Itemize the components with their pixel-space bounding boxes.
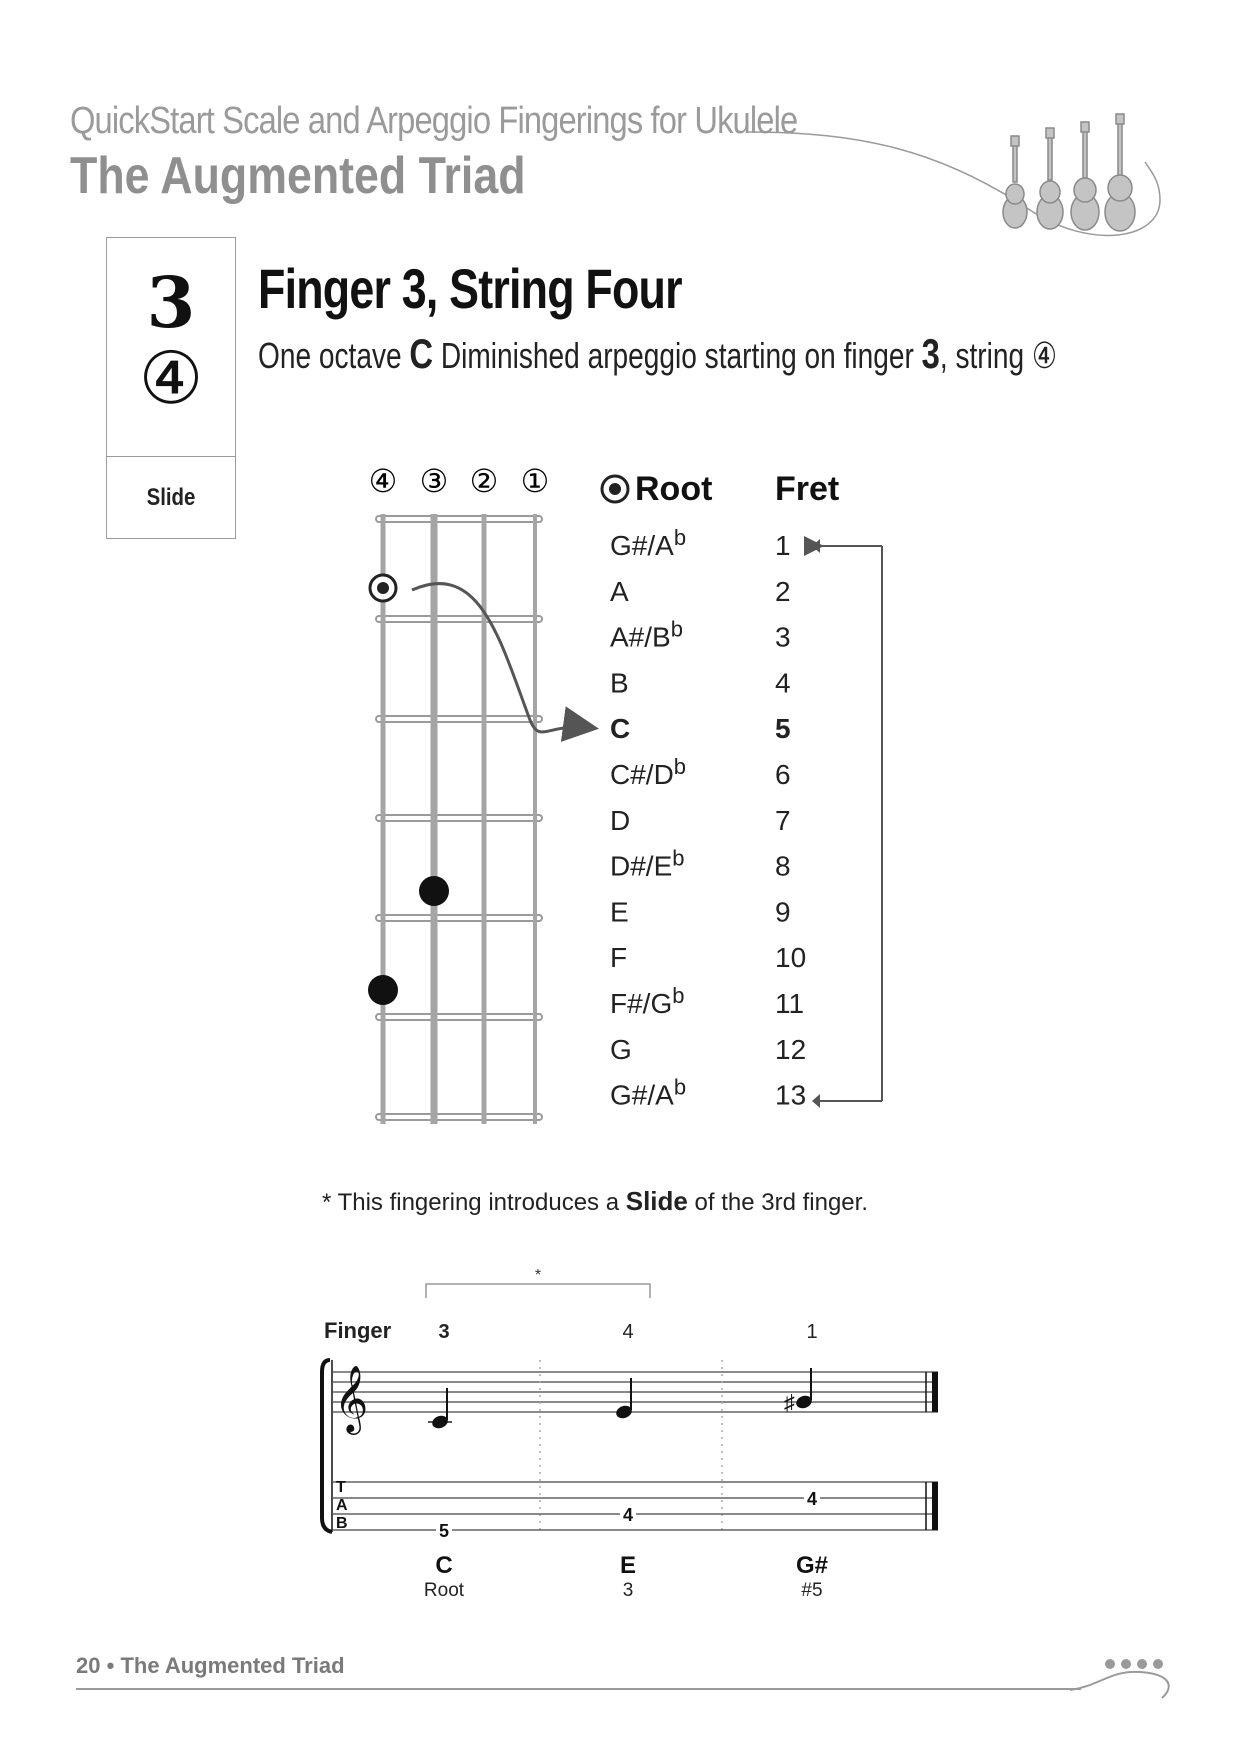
root-marker xyxy=(370,575,396,601)
fret-line xyxy=(376,616,542,622)
chapter-title: The Augmented Triad xyxy=(70,147,526,205)
note-name-text: G#/A xyxy=(610,1079,674,1111)
fret-number: 10 xyxy=(775,942,807,974)
root-header: Root xyxy=(635,470,713,508)
finger-number: 3 xyxy=(146,261,196,344)
footnote-text: * This fingering introduces a xyxy=(322,1189,626,1216)
fret-number: 7 xyxy=(775,804,791,836)
note-name-text: G#/A xyxy=(610,530,674,561)
string-label-2: ② xyxy=(469,463,499,499)
system-bracket xyxy=(322,1360,332,1532)
series-title: QuickStart Scale and Arpeggio Fingerings for Ukulele xyxy=(70,100,798,142)
tab-letter-t: T xyxy=(336,1479,346,1496)
string-label-3: ③ xyxy=(419,463,449,499)
fretboard-diagram xyxy=(350,460,910,1140)
flat-superscript: b xyxy=(670,616,683,642)
footnote-text: of the 3rd finger. xyxy=(687,1189,868,1216)
fret-line xyxy=(376,1114,542,1120)
note-name-row xyxy=(610,576,629,607)
final-barline xyxy=(932,1372,938,1412)
note-name-3: G# xyxy=(795,1552,829,1579)
note-name-1: C xyxy=(435,1552,453,1579)
staff-note-c xyxy=(428,1388,452,1430)
finger-row-label: Finger xyxy=(324,1318,392,1343)
note-name-row xyxy=(610,713,630,744)
note-name-text: F xyxy=(610,942,628,974)
fret-number: 2 xyxy=(775,575,791,607)
subheading-finger: 3 xyxy=(921,330,940,377)
slide-footnote xyxy=(322,1186,868,1217)
flat-superscript: b xyxy=(673,1074,687,1100)
fret-number: 8 xyxy=(775,850,791,882)
root-legend-icon xyxy=(602,476,628,502)
note-name-row xyxy=(610,667,629,698)
tab-number-2: 4 xyxy=(622,1505,634,1525)
note-name-text: C#/D xyxy=(610,759,674,790)
degree-3: #5 xyxy=(801,1580,823,1601)
notation-system xyxy=(310,1260,950,1610)
flat-superscript: b xyxy=(673,754,687,779)
note-name-row xyxy=(610,754,686,790)
footnote-bold: Slide xyxy=(625,1186,688,1216)
string-label-1: ① xyxy=(520,463,550,499)
fret-line xyxy=(376,915,542,921)
note-name-text: E xyxy=(610,896,629,928)
footer-chapter: The Augmented Triad xyxy=(120,1653,345,1678)
fret-number: 12 xyxy=(775,1033,807,1065)
bracket-arrow-top xyxy=(812,539,820,553)
finger-dot xyxy=(419,876,449,906)
fret-line xyxy=(376,1014,542,1020)
fret-number: 9 xyxy=(775,896,791,928)
subheading-string: ④ xyxy=(1031,336,1058,377)
footer-rule xyxy=(76,1688,1081,1690)
fret-line xyxy=(376,815,542,821)
note-name-text: D#/E xyxy=(610,850,673,882)
treble-clef-icon: 𝄞 xyxy=(334,1366,369,1431)
note-name-text: G xyxy=(610,1033,632,1065)
staff-lines xyxy=(332,1372,938,1412)
note-name-text: D xyxy=(610,804,631,836)
footer-decoration xyxy=(1070,1656,1180,1702)
tab-number-3: 4 xyxy=(806,1489,818,1509)
subheading-text: Diminished arpeggio starting on finger xyxy=(433,335,922,376)
note-name-text: A xyxy=(610,575,629,607)
note-name-row xyxy=(610,942,627,973)
fret-line xyxy=(376,516,542,522)
flat-superscript: b xyxy=(672,845,685,871)
header-decoration xyxy=(740,100,1180,240)
footer-label xyxy=(76,1653,345,1679)
string-number: ④ xyxy=(138,336,204,420)
note-name-text: C xyxy=(610,713,631,745)
finger-number-2: 4 xyxy=(622,1321,634,1343)
bracket-arrow-bottom xyxy=(812,1094,820,1108)
page-number: 20 xyxy=(76,1653,101,1678)
flat-superscript: b xyxy=(673,525,687,550)
slide-arrow xyxy=(412,584,593,732)
fret-number: 6 xyxy=(775,759,791,790)
footer-separator: • xyxy=(106,1653,115,1678)
note-name-row xyxy=(610,1075,686,1111)
string-label-4: ④ xyxy=(368,463,398,499)
fret-header: Fret xyxy=(775,470,840,508)
octave-bracket xyxy=(820,546,882,1101)
subheading-text: , string xyxy=(939,335,1032,376)
finger-number-1: 3 xyxy=(438,1321,450,1343)
subheading-key: C xyxy=(409,330,434,377)
note-name-text: A#/B xyxy=(610,621,671,653)
subheading-text: One octave xyxy=(258,335,410,376)
four-ukuleles-icon xyxy=(1003,114,1135,231)
note-name-text: B xyxy=(610,667,629,699)
degree-1: Root xyxy=(423,1580,465,1601)
fret-line xyxy=(376,716,542,722)
note-name-row xyxy=(610,846,685,882)
note-name-row xyxy=(610,617,683,653)
finger-string-box xyxy=(106,237,236,539)
slide-asterisk: * xyxy=(534,1267,542,1284)
dots-icon xyxy=(1105,1659,1163,1669)
fret-number: 4 xyxy=(775,667,791,699)
note-name-row xyxy=(610,805,630,836)
finger-number-3: 1 xyxy=(806,1321,818,1343)
slide-bracket xyxy=(426,1284,650,1298)
degree-2: 3 xyxy=(622,1580,634,1601)
finger-dot xyxy=(368,975,398,1005)
fret-number: 11 xyxy=(775,988,805,1019)
tab-letter-a: A xyxy=(336,1497,348,1514)
note-name-text: F#/G xyxy=(610,988,673,1019)
sharp-icon: ♯ xyxy=(784,1390,795,1415)
flat-superscript: b xyxy=(672,983,685,1008)
note-name-row xyxy=(610,896,629,927)
section-heading: Finger 3, String Four xyxy=(258,257,682,320)
note-name-row xyxy=(610,983,684,1019)
technique-label: Slide xyxy=(146,484,196,511)
staff-note-e xyxy=(614,1378,633,1420)
fret-number: 3 xyxy=(775,621,791,653)
fret-number: 1 xyxy=(775,530,791,561)
fret-number: 5 xyxy=(775,713,791,745)
note-name-row xyxy=(610,1034,632,1065)
section-subheading xyxy=(258,330,1057,378)
tab-number-1: 5 xyxy=(438,1521,450,1541)
note-name-row xyxy=(610,525,686,561)
tab-final-barline xyxy=(932,1482,938,1530)
note-name-2: E xyxy=(619,1552,637,1579)
fret-number: 13 xyxy=(775,1079,807,1111)
tab-letter-b: B xyxy=(336,1515,348,1532)
